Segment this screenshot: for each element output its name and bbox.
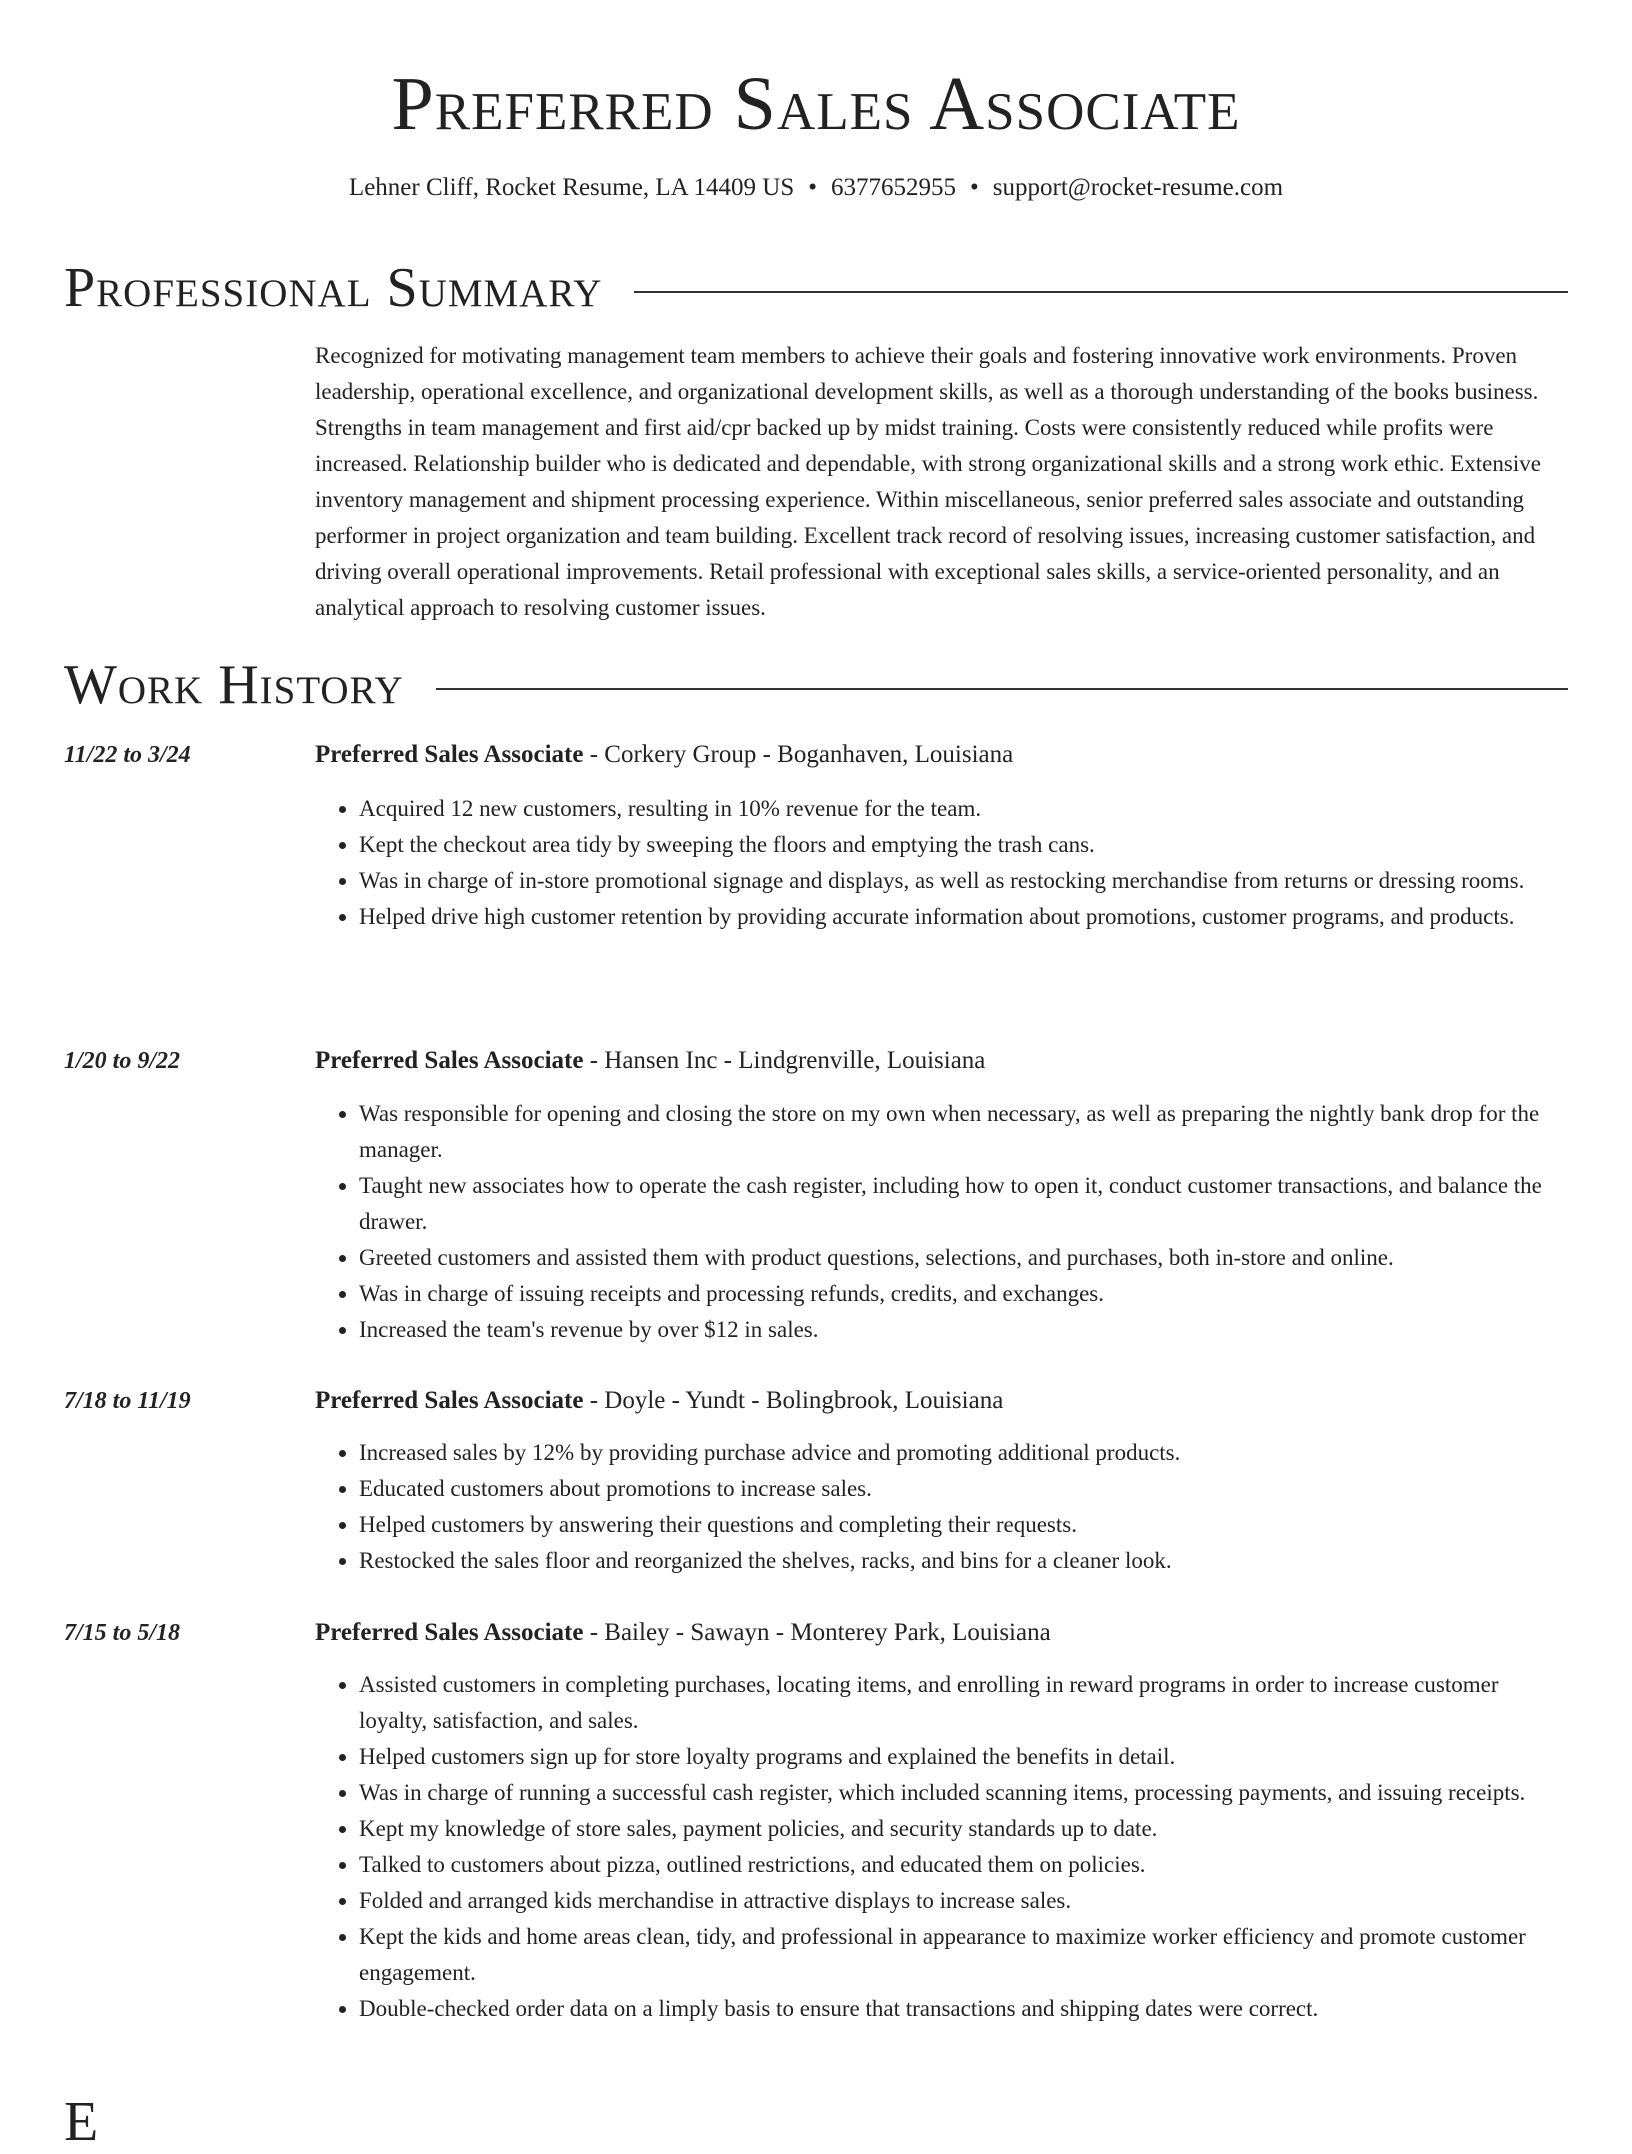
job-employer-location: - Bailey - Sawayn - Monterey Park, Louisiana xyxy=(583,1619,1051,1646)
summary-text: Recognized for motivating management team members to achieve their goals and fostering innovative work environments. Proven leadership, operational excellence, and organizational development skills, as well as a thorough understanding of the books business. Strengths in team management and first aid/cpr backed up by midst training. Costs were consistently reduced while profits were increased. Relationship builder who is dedicated and dependable, with strong organizational skills and a strong work ethic. Extensive inventory management and shipment processing experience. Within miscellaneous, senior preferred sales associate and outstanding performer in project organization and team building. Excellent track record of resolving issues, increasing customer satisfaction, and driving overall operational improvements. Retail professional with exceptional sales skills, a service-oriented personality, and an analytical approach to resolving customer issues. xyxy=(315,343,1541,620)
job-bullet: • Folded and arranged kids merchandise in attractive displays to increase sales. xyxy=(359,1883,1568,1919)
job-role: Preferred Sales Associate xyxy=(315,1047,584,1074)
job-bullet: • Was in charge of in-store promotional signage and displays, as well as restocking merchandise from returns or dressing rooms. xyxy=(359,863,1568,899)
job-title-line xyxy=(315,1383,1003,1419)
job-dates: 11/22 to 3/24 xyxy=(64,742,191,768)
job-bullet: • Double-checked order data on a limply basis to ensure that transactions and shipping dates were correct. xyxy=(359,1991,1568,2027)
job-bullet: • Kept the kids and home areas clean, tidy, and professional in appearance to maximize worker efficiency and promote customer engagement. xyxy=(359,1919,1568,1991)
job-role: Preferred Sales Associate xyxy=(315,741,584,768)
job-dates: 1/20 to 9/22 xyxy=(64,1048,181,1074)
job-role: Preferred Sales Associate xyxy=(315,1619,584,1646)
job-bullet: • Increased the team's revenue by over $12 in sales. xyxy=(359,1312,1568,1348)
job-bullet: • Helped customers sign up for store loyalty programs and explained the benefits in detail. xyxy=(359,1739,1568,1775)
job-employer-location: - Corkery Group - Boganhaven, Louisiana xyxy=(583,741,1014,768)
contact-phone: 6377652955 xyxy=(831,174,956,201)
job-bullets xyxy=(315,1435,1568,1579)
job-role: Preferred Sales Associate xyxy=(315,1387,584,1414)
contact-separator: • xyxy=(970,174,979,201)
work-history-heading: Work History xyxy=(64,654,404,716)
job-bullet: • Was responsible for opening and closing the store on my own when necessary, as well as preparing the nightly bank drop for the manager. xyxy=(359,1096,1568,1168)
job-bullet: • Taught new associates how to operate the cash register, including how to open it, conduct customer transactions, and balance the drawer. xyxy=(359,1168,1568,1240)
job-employer-location: - Hansen Inc - Lindgrenville, Louisiana xyxy=(583,1047,986,1074)
job-bullet: • Was in charge of running a successful cash register, which included scanning items, processing payments, and issuing receipts. xyxy=(359,1775,1568,1811)
job-bullet: • Restocked the sales floor and reorganized the shelves, racks, and bins for a cleaner look. xyxy=(359,1543,1568,1579)
job-bullet: • Kept my knowledge of store sales, payment policies, and security standards up to date. xyxy=(359,1811,1568,1847)
contact-email: support@rocket-resume.com xyxy=(992,174,1284,201)
job-dates: 7/15 to 5/18 xyxy=(64,1620,181,1646)
job-bullet: • Kept the checkout area tidy by sweeping the floors and emptying the trash cans. xyxy=(359,827,1568,863)
job-bullet: • Acquired 12 new customers, resulting in 10% revenue for the team. xyxy=(359,791,1568,827)
next-section-heading-partial: E xyxy=(64,2091,99,2153)
job-bullets xyxy=(315,1096,1568,1348)
job-bullet: • Talked to customers about pizza, outlined restrictions, and educated them on policies. xyxy=(359,1847,1568,1883)
contact-address: Lehner Cliff, Rocket Resume, LA 14409 US xyxy=(348,174,795,201)
contact-separator: • xyxy=(808,174,817,201)
job-title-line xyxy=(315,1615,1051,1651)
job-bullet: • Helped customers by answering their questions and completing their requests. xyxy=(359,1507,1568,1543)
summary-section-header xyxy=(64,256,1568,320)
job-bullet: • Increased sales by 12% by providing purchase advice and promoting additional products. xyxy=(359,1435,1568,1471)
job-dates: 7/18 to 11/19 xyxy=(64,1388,191,1414)
job-bullet: • Educated customers about promotions to increase sales. xyxy=(359,1471,1568,1507)
job-bullet: • Greeted customers and assisted them with product questions, selections, and purchases, both in-store and online. xyxy=(359,1240,1568,1276)
job-title-line xyxy=(315,1043,985,1079)
job-bullets xyxy=(315,1667,1568,2027)
job-bullet: • Helped drive high customer retention by providing accurate information about promotions, customer programs, and products. xyxy=(359,899,1568,935)
resume-title: Preferred Sales Associate xyxy=(391,62,1241,146)
section-divider xyxy=(634,291,1568,293)
work-history-section-header xyxy=(64,653,1568,717)
section-divider xyxy=(436,688,1568,690)
job-employer-location: - Doyle - Yundt - Bolingbrook, Louisiana xyxy=(583,1387,1004,1414)
job-bullet: • Assisted customers in completing purchases, locating items, and enrolling in reward programs in order to increase customer loyalty, satisfaction, and sales. xyxy=(359,1667,1568,1739)
summary-heading: Professional Summary xyxy=(64,257,603,319)
job-bullet: • Was in charge of issuing receipts and processing refunds, credits, and exchanges. xyxy=(359,1276,1568,1312)
job-bullets xyxy=(315,791,1568,935)
job-title-line xyxy=(315,737,1013,773)
resume-page xyxy=(64,0,1568,2153)
contact-line xyxy=(64,172,1568,204)
